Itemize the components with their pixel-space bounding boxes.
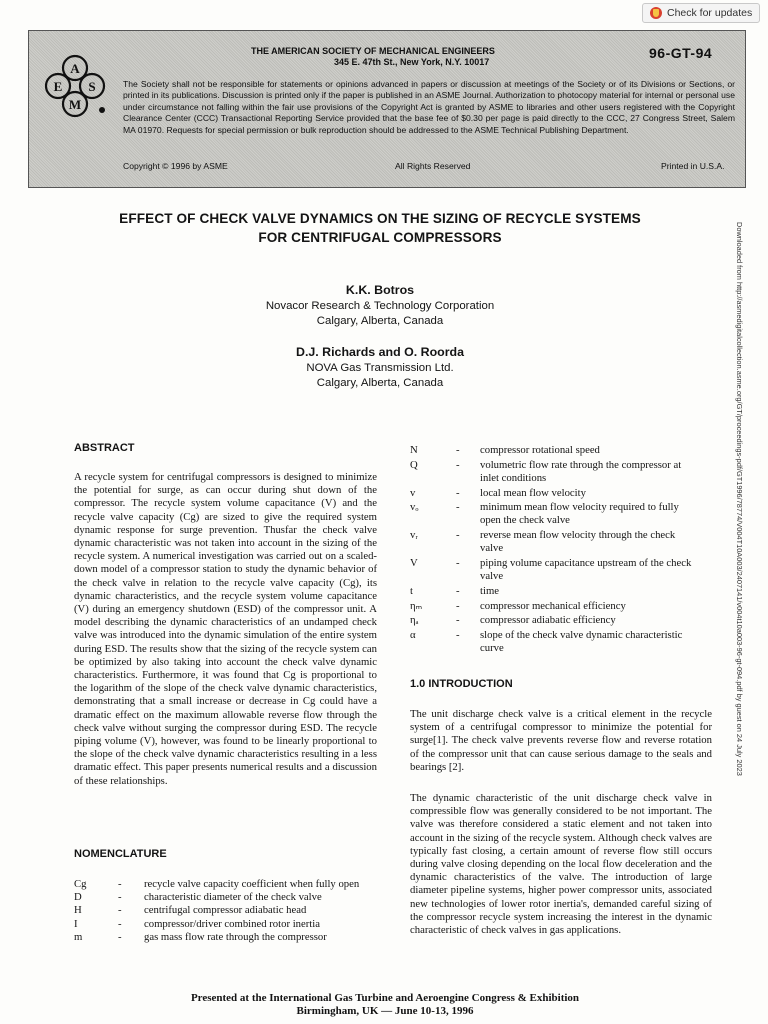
nomenclature-definition-line: compressor adiabatic efficiency [480,614,616,627]
nomenclature-dash: - [456,629,460,641]
nomenclature-definition-line: curve [480,642,504,655]
nomenclature-row [74,891,384,904]
nomenclature-symbol: v [410,486,416,499]
nomenclature-row [410,444,720,459]
nomenclature-symbol: ηₘ [410,599,423,612]
nomenclature-list-left [74,878,384,944]
society-name: THE AMERICAN SOCIETY OF MECHANICAL ENGINEERS [251,46,495,56]
conference-footer [120,992,650,1018]
nomenclature-symbol: D [74,891,82,904]
nomenclature-definition-line: volumetric flow rate through the compressor at [480,458,682,471]
nomenclature-symbol: t [410,584,413,597]
nomenclature-row [410,529,720,557]
nomenclature-definition: centrifugal compressor adiabatic head [144,904,307,917]
author-1-location: Calgary, Alberta, Canada [316,315,444,327]
nomenclature-definition-line: minimum mean flow velocity required to fully [480,501,679,514]
nomenclature-dash: - [456,557,460,570]
nomenclature-row [74,931,384,944]
introduction-paragraph-2: The dynamic characteristic of the unit discharge check valve in compressible flow was generally considered to be not important. The valve was therefore considered a static element and not taken into account in the sizing of the recycle system. Although check valves are typically fast closing, a certain amount of reverse flow still occurs during valve closing depending on the local flow deceleration and the dynamic characteristics of the valve. The introduction of large diameter pipeline systems, higher power compressor units, associated new technologies of lower rotor inertia's, demanded careful sizing of the compressor recycle system increasing the interest in the dynamic characteristic of check valves in gas applications. [410,792,712,937]
nomenclature-row [410,585,720,600]
author-2-location: Calgary, Alberta, Canada [316,377,444,389]
download-stamp-text: Downloaded from http://asmedigitalcollection.asme.org/GT/proceedings-pdf/GT1996/78774/V004T10A003/2407141/v004t10a003-96-gt-094.pdf by guest on 24 July 2023 [735,222,744,776]
nomenclature-definition [480,614,715,627]
nomenclature-definition [480,529,715,555]
nomenclature-dash: - [118,891,122,904]
nomenclature-row [74,904,384,917]
nomenclature-definition-line: inlet conditions [480,471,547,484]
paper-code: 96-GT-94 [649,45,713,61]
author-2-org: NOVA Gas Transmission Ltd. [306,362,454,374]
nomenclature-definition: compressor/driver combined rotor inertia [144,917,320,930]
nomenclature-row [74,878,384,891]
nomenclature-definition-line: reverse mean flow velocity through the check [480,529,676,542]
society-address: 345 E. 47th St., New York, N.Y. 10017 [334,57,490,67]
nomenclature-symbol: vₒ [410,501,419,514]
logo-letter-s: S [88,79,96,94]
nomenclature-dash: - [456,458,460,471]
footer-line-1: Presented at the International Gas Turbine and Aeroengine Congress & Exhibition [190,992,580,1004]
nomenclature-heading: NOMENCLATURE [74,848,167,860]
nomenclature-row [410,629,720,657]
nomenclature-definition-line: valve [480,570,504,583]
nomenclature-row [410,557,720,585]
nomenclature-symbol: α [410,629,416,641]
nomenclature-definition [480,444,715,457]
title-line-2: FOR CENTRIFUGAL COMPRESSORS [258,230,502,245]
download-stamp [734,222,746,802]
author-2-name: D.J. Richards and O. Roorda [296,345,464,359]
logo-letter-m: M [68,97,82,112]
nomenclature-dash: - [118,878,122,890]
nomenclature-dash: - [456,584,460,597]
nomenclature-symbol: V [410,557,418,570]
asme-header-banner [28,30,746,188]
copyright-text: Copyright © 1996 by ASME [123,161,228,171]
crossmark-icon [650,7,662,19]
nomenclature-row [410,614,720,629]
nomenclature-row [410,600,720,615]
footer-line-2: Birmingham, UK — June 10-13, 1996 [296,1005,474,1017]
nomenclature-row [74,918,384,931]
nomenclature-definition-line: valve [480,542,504,555]
nomenclature-dash: - [118,930,122,943]
nomenclature-definition [480,600,715,613]
nomenclature-dash: - [456,599,460,612]
nomenclature-definition-line: local mean flow velocity [480,486,586,499]
nomenclature-definition-line: slope of the check valve dynamic characteristic [480,629,683,641]
nomenclature-definition: characteristic diameter of the check valve [144,891,322,904]
nomenclature-definition: gas mass flow rate through the compressor [144,930,327,943]
nomenclature-definition-line: piping volume capacitance upstream of the check [480,557,692,570]
nomenclature-definition [480,629,715,655]
disclaimer-text: The Society shall not be responsible for statements or opinions advanced in papers or discussion at meetings of the Society or of its Divisions or Sections, or printed in its publications. Discussion is printed only if the paper is published in an ASME Journal. Authorization to photocopy material for internal or personal use under circumstance not falling within the fair use provisions of the Copyright Act is granted by ASME to libraries and other users registered with the Copyright Clearance Center (CCC) Transactional Reporting Service provided that the base fee of $0.30 per page is paid directly to the CCC, 27 Congress Street, Salem MA 01970. Requests for special permission or bulk reproduction should be addressed to the ASME Technical Publishing Department. [123,79,735,135]
author-1-org: Novacor Research & Technology Corporation [265,300,495,312]
printed-in-text: Printed in U.S.A. [661,161,725,171]
introduction-heading: 1.0 INTRODUCTION [410,678,513,690]
asme-logo-icon [43,53,107,123]
author-1-name: K.K. Botros [345,283,415,297]
nomenclature-list-right [410,444,720,657]
nomenclature-symbol: vᵣ [410,529,418,542]
nomenclature-definition-line: open the check valve [480,514,570,527]
nomenclature-symbol: m [74,930,83,943]
paper-title [40,209,720,247]
nomenclature-row [410,459,720,487]
check-for-updates-label: Check for updates [667,7,753,19]
nomenclature-dash: - [118,904,122,917]
nomenclature-definition [480,459,715,485]
nomenclature-symbol: Q [410,458,418,471]
nomenclature-symbol: N [410,444,418,456]
abstract-heading: ABSTRACT [74,442,135,454]
author-1-affiliation [40,299,720,329]
title-line-1: EFFECT OF CHECK VALVE DYNAMICS ON THE SIZING OF RECYCLE SYSTEMS [119,211,641,226]
nomenclature-row [410,501,720,529]
nomenclature-dash: - [456,501,460,514]
introduction-paragraph-1: The unit discharge check valve is a critical element in the recycle system of a centrifugal compressor to minimize the potential for surge[1]. The check valve prevents reverse flow and reverse rotation of the compressor unit that can cause serious damage to the seals and bearings [2]. [410,708,712,773]
nomenclature-dash: - [456,486,460,499]
nomenclature-dash: - [456,614,460,627]
nomenclature-symbol: Cg [74,878,87,890]
nomenclature-definition [480,487,715,500]
nomenclature-dash: - [456,444,460,456]
nomenclature-dash: - [118,917,122,930]
nomenclature-definition: recycle valve capacity coefficient when fully open [144,878,360,890]
abstract-text: A recycle system for centrifugal compressors is designed to minimize the potential for surge, as can occur during shut down of the compressor. The recycle system volume capacitance (V) and the recycle valve capacity (Cg) are sized to give the required system dynamic response for surge prevention. Thusfar the check valve dynamic characteristic was not taken into account in the sizing of the recycle system. A numerical investigation was carried out on a scaled-down model of a compressor station to study the dynamic behavior of the check valve in relation to the recycle valve capacity (Cg), its dynamic characteristics, and the recycle system volume capacitance (V) during an emergency shutdown (ESD) of the compressor unit. A model describing the dynamic characteristics of an undamped check valve was introduced into the dynamic simulation of the entire system during ESD. The results show that the sizing of the recycle system can be optimized by also taking into account the check valve dynamic characteristics. Furthermore, it was found that Cg is proportional to the logarithm of the slope of the check valve dynamic characteristics, demonstrating that a small increase or decrease in Cg could have a dramatic effect on the maximum allowable reverse flow through the check valve without surging the compressor during ESD. The recycle piping volume (V), however, was found to be linearly proportional to the slope of the check valve dynamic characteristics resulting in a less dramatic effect. This paper presents numerical results and a discussion of these relationships. [74,471,377,787]
nomenclature-definition [480,501,715,527]
nomenclature-definition [480,557,715,583]
nomenclature-definition-line: time [480,584,499,597]
nomenclature-definition-line: compressor rotational speed [480,444,600,456]
logo-letter-e: E [53,79,63,94]
nomenclature-definition-line: compressor mechanical efficiency [480,599,626,612]
nomenclature-dash: - [456,529,460,542]
rights-text: All Rights Reserved [395,161,471,171]
nomenclature-symbol: H [74,904,82,917]
nomenclature-symbol: I [74,917,78,930]
nomenclature-row [410,487,720,502]
nomenclature-symbol: ηₐ [410,614,419,627]
check-for-updates-button[interactable] [642,3,760,23]
nomenclature-definition [480,585,715,598]
logo-letter-a: A [70,61,80,76]
author-2-affiliation [40,361,720,391]
